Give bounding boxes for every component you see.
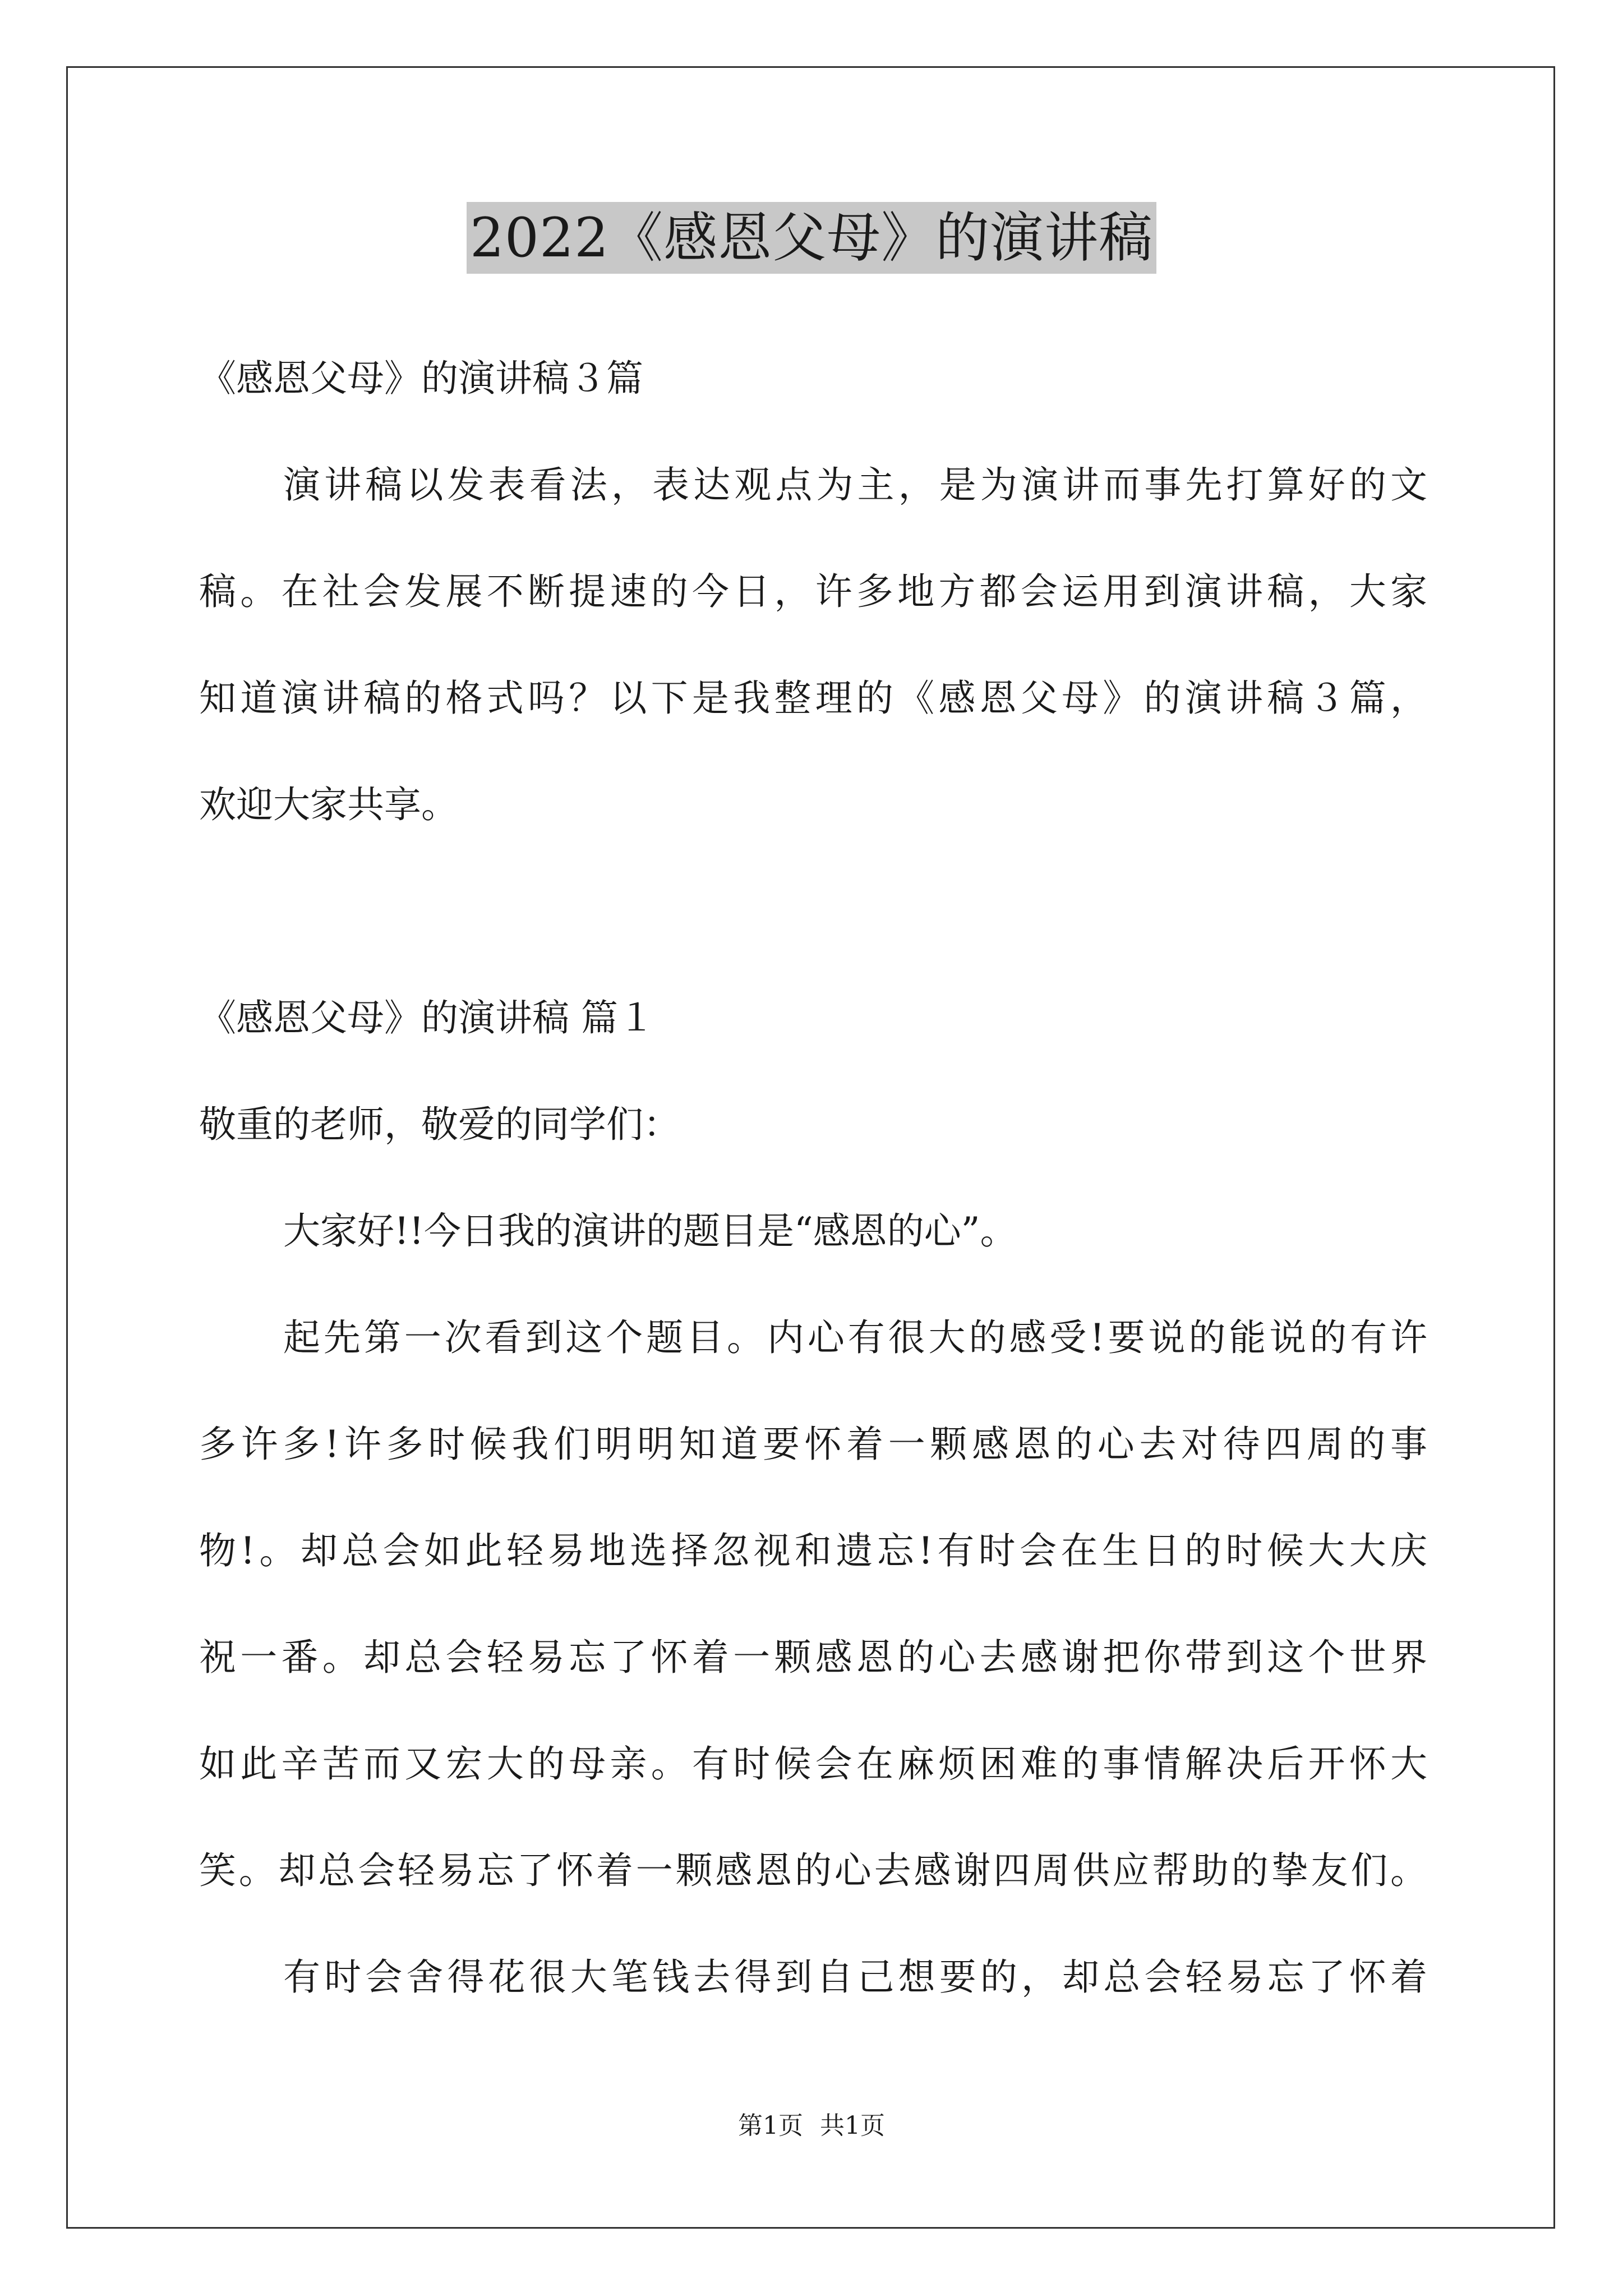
para1-line-2: 多许多!许多时候我们明明知道要怀着一颗感恩的心去对待四周的事 <box>199 1423 1427 1466</box>
intro-line-4: 欢迎大家共享。 <box>199 783 458 826</box>
document-subtitle: 《感恩父母》的演讲稿３篇 <box>199 357 643 400</box>
para1-line-4: 祝一番。却总会轻易忘了怀着一颗感恩的心去感谢把你带到这个世界 <box>199 1636 1427 1679</box>
greeting: 大家好!!今日我的演讲的题目是“感恩的心”。 <box>283 1209 1017 1253</box>
intro-line-2: 稿。在社会发展不断提速的今日，许多地方都会运用到演讲稿，大家 <box>199 570 1427 613</box>
para1-line-1: 起先第一次看到这个题目。内心有很大的感受!要说的能说的有许 <box>283 1316 1427 1359</box>
page-footer <box>0 2109 1623 2143</box>
salutation: 敬重的老师，敬爱的同学们： <box>199 1103 680 1146</box>
para1-line-5: 如此辛苦而又宏大的母亲。有时候会在麻烦困难的事情解决后开怀大 <box>199 1742 1427 1786</box>
para1-line-6: 笑。却总会轻易忘了怀着一颗感恩的心去感谢四周供应帮助的挚友们。 <box>199 1849 1427 1892</box>
para1-line-3: 物!。却总会如此轻易地选择忽视和遗忘!有时会在生日的时候大大庆 <box>199 1529 1427 1572</box>
para2-line-1: 有时会舍得花很大笔钱去得到自己想要的，却总会轻易忘了怀着 <box>283 1955 1427 1999</box>
intro-line-3: 知道演讲稿的格式吗？以下是我整理的《感恩父母》的演讲稿３篇， <box>199 677 1427 720</box>
title-container <box>0 202 1623 274</box>
page-number-current: 第1页 <box>738 2111 803 2140</box>
document-title: 2022《感恩父母》的演讲稿 <box>467 202 1156 274</box>
page-number-total: 共1页 <box>820 2111 885 2140</box>
section-heading: 《感恩父母》的演讲稿 篇１ <box>199 996 655 1039</box>
intro-line-1: 演讲稿以发表看法，表达观点为主，是为演讲而事先打算好的文 <box>283 463 1427 507</box>
